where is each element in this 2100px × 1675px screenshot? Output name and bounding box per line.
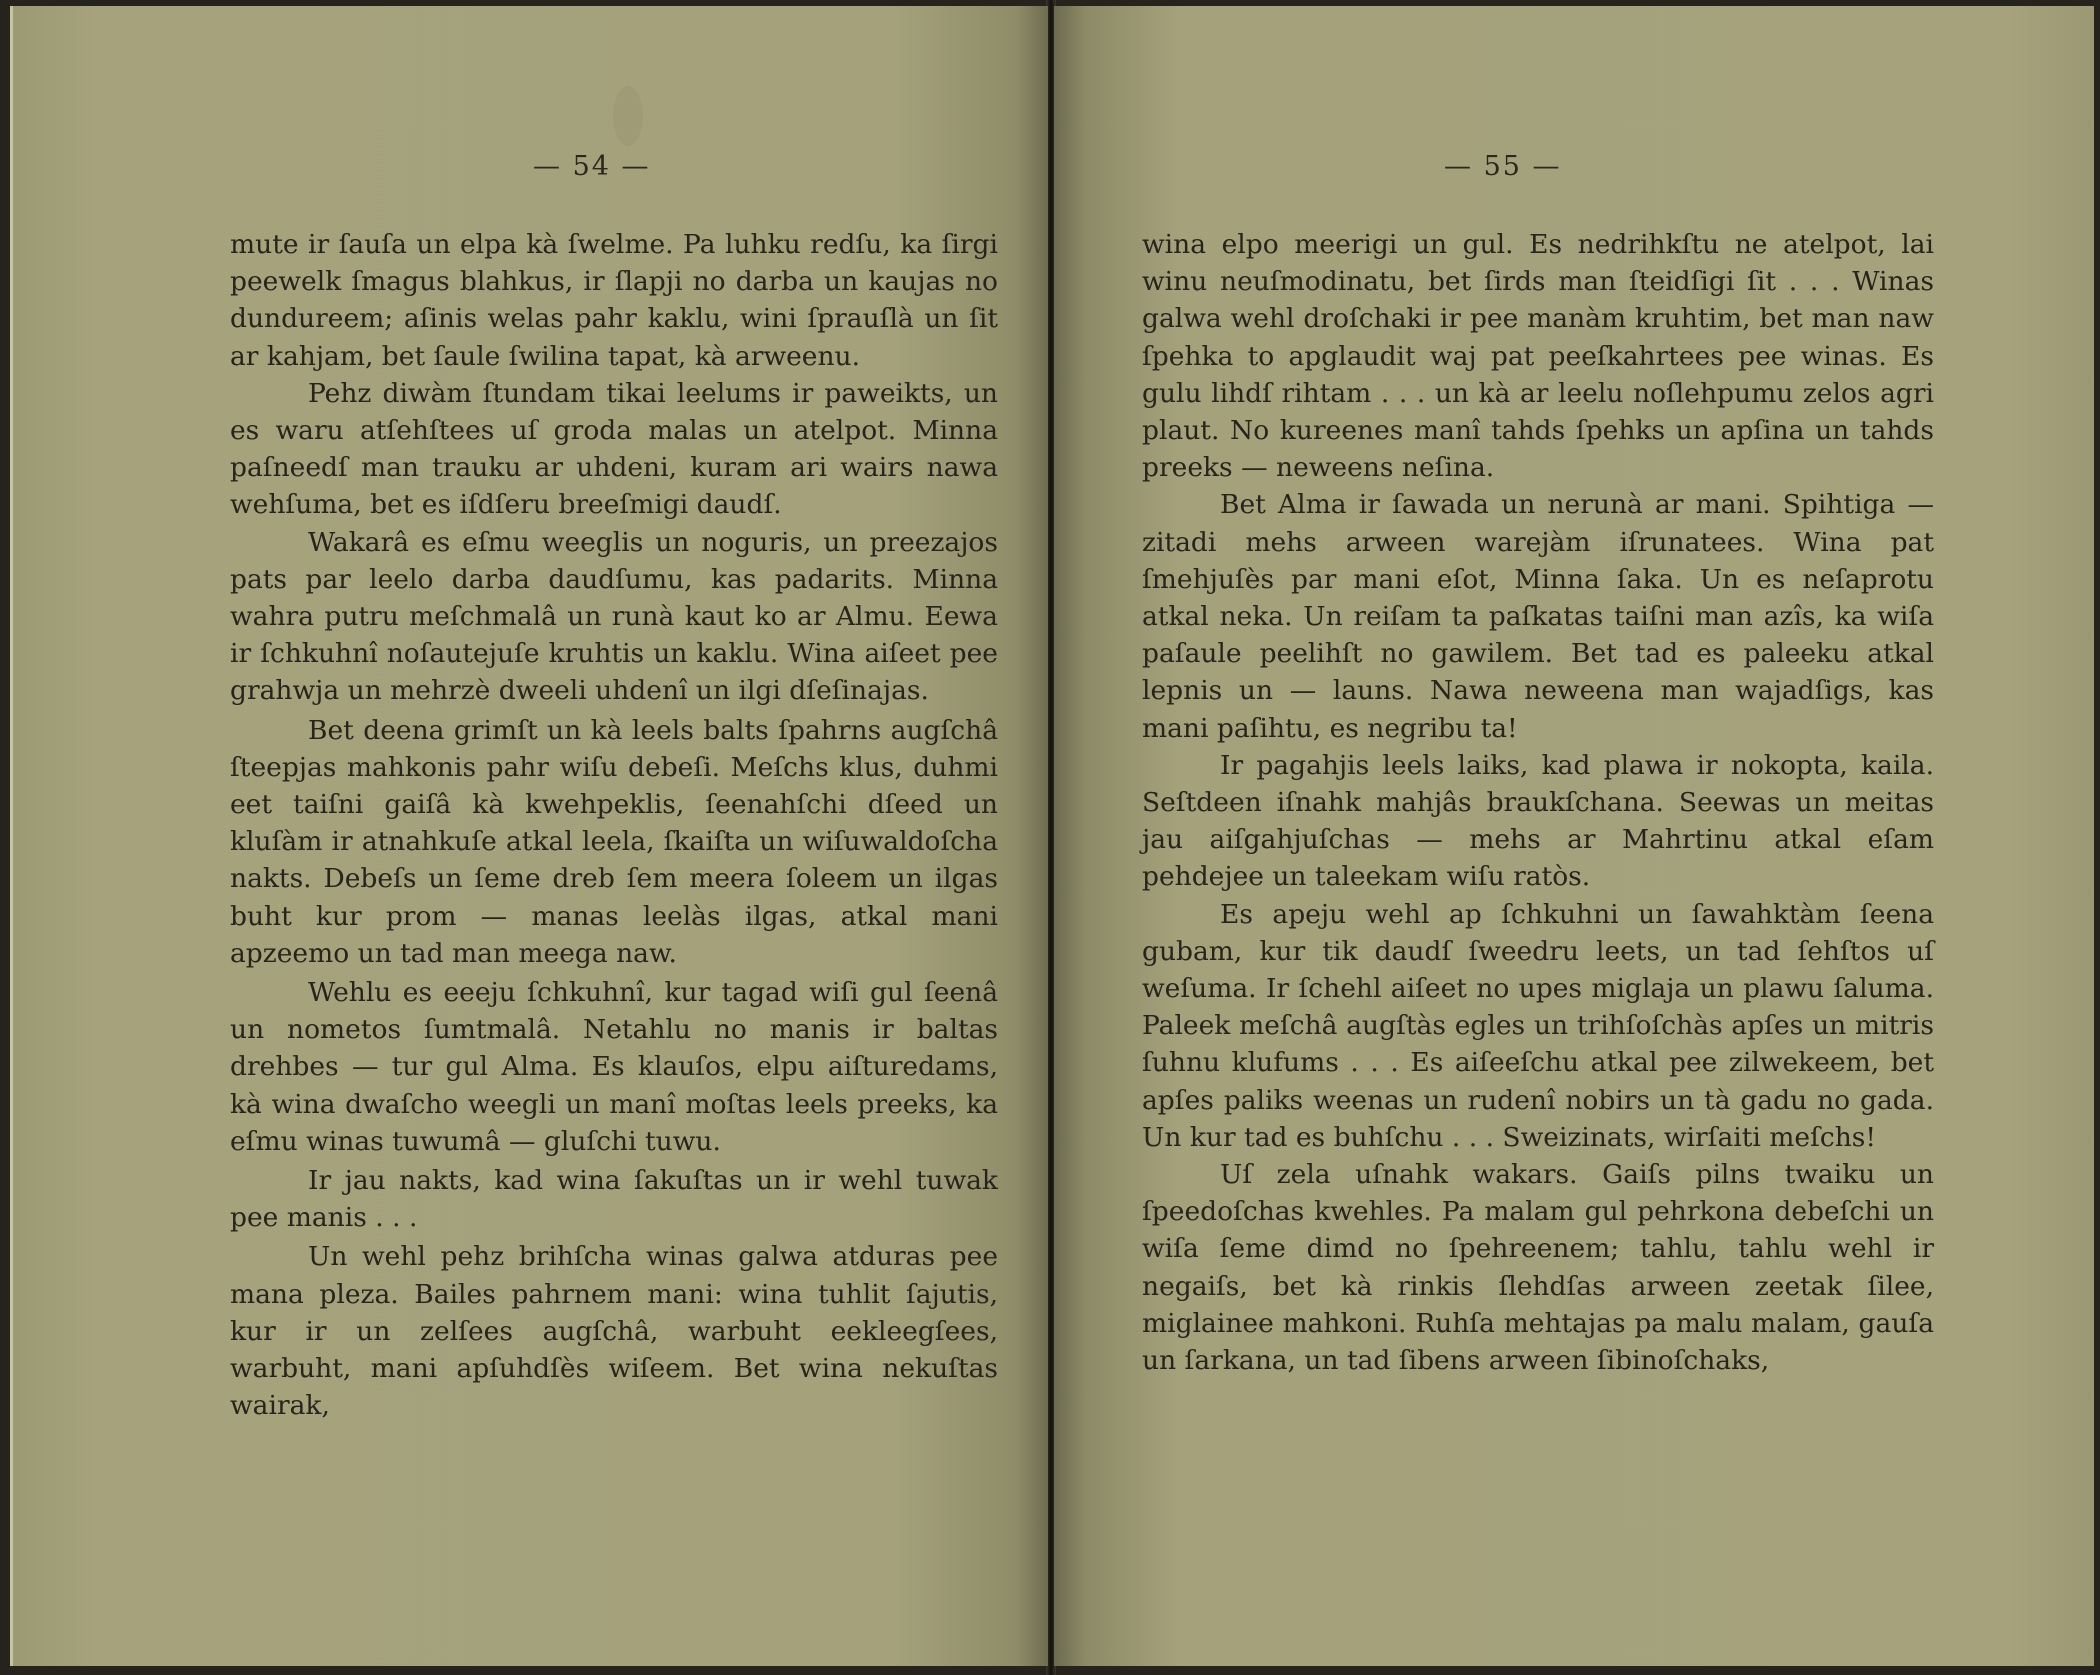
paragraph: Un wehl pehz brihſcha winas galwa atduras pee mana pleza. Bailes pahrnem mani: wina tuhlit ſajutis, kur ir un zelſees augſchâ, warbuht eekleegſees, warbuht, mani apſuhdſès wiſeem. Bet wina nekuſtas wairak, bbox=[230, 1241, 998, 1422]
paragraph: mute ir ſauſa un elpa kà ſwelme. Pa luhku redſu, ka ſirgi peewelk ſmagus blahkus, ir ſlapji no darba un kaujas no dundureem; aſinis welas pahr kaklu, wini ſprauſlà un ſit ar kahjam, bet ſaule ſwilina tapat, kà arweenu. bbox=[230, 229, 998, 372]
paragraph: Wakarâ es eſmu weeglis un noguris, un preezajos pats par leelo darba daudſumu, kas padarits. Minna wahra putru meſchmalâ un runà kaut ko ar Almu. Eewa ir ſchkuhnî noſautejuſe kruhtis un kaklu. Wina aiſeet pee grahwja un mehrzè dweeli uhdenî un ilgi dſeſinajas. bbox=[230, 526, 998, 707]
paragraph: Ir pagahjis leels laiks, kad plawa ir nokopta, kaila. Seſtdeen iſnahk mahjâs braukſchana. Seewas un meitas jau aiſgahjuſchas — mehs ar Mahrtinu atkal eſam pehdejee un taleekam wiſu ratòs. bbox=[1142, 749, 1934, 893]
page-body-text bbox=[230, 226, 998, 1425]
paragraph: Bet deena grimſt un kà leels balts ſpahrns augſchâ ſteepjas mahkonis pahr wiſu debeſi. Meſchs klus, duhmi eet taiſni gaiſâ kà kwehpeklis, ſeenahſchi dſeed un kluſàm ir atnahkuſe atkal leela, ſkaiſta un wiſuwaldoſcha nakts. Debeſs un ſeme dreb ſem meera ſoleem un ilgas buht kur prom — manas leelàs ilgas, atkal mani apzeemo un tad man meega naw. bbox=[230, 714, 998, 969]
paper-stain bbox=[613, 86, 643, 146]
left-page bbox=[10, 6, 1048, 1666]
paragraph: Es apeju wehl ap ſchkuhni un ſawahktàm ſeena gubam, kur tik daudſ ſweedru leets, un tad ſehſtos uſ weſuma. Ir ſchehl aiſeet no upes miglaja un plawu ſaluma. Paleek meſchâ augſtàs egles un trihſoſchàs apſes un mitris ſuhnu klufums . . . Es aiſeeſchu atkal pee zilwekeem, bet apſes paliks weenas un rudenî nobirs un tà gadu no gada. Un kur tad es buhſchu . . . Sweizinats, wirſaiti meſchs! bbox=[1142, 898, 1934, 1153]
page-number: — 54 — bbox=[533, 151, 651, 182]
page-number: — 55 — bbox=[1444, 151, 1562, 182]
paragraph: Wehlu es eeeju ſchkuhnî, kur tagad wiſi gul ſeenâ un nometos ſumtmalâ. Netahlu no manis ir baltas drehbes — tur gul Alma. Es klauſos, elpu aiſturedams, kà wina dwaſcho weegli un manî moſtas leels preeks, ka eſmu winas tuwumâ — gluſchi tuwu. bbox=[230, 977, 998, 1157]
paragraph: Pehz diwàm ſtundam tikai leelums ir paweikts, un es waru atſehſtees uſ groda malas un atelpot. Minna paſneedſ man trauku ar uhdeni, kuram ari wairs nawa wehſuma, bet es iſdſeru breeſmigi daudſ. bbox=[230, 377, 998, 521]
right-page bbox=[1054, 6, 2094, 1666]
paragraph: wina elpo meerigi un gul. Es nedrihkſtu ne atelpot, lai winu neuſmodinatu, bet ſirds man ſteidſigi ſit . . . Winas galwa wehl droſchaki ir pee manàm kruhtim, bet man naw ſpehka to apglaudit waj pat peeſkahrtees pee winas. Es gulu lihdſ rihtam . . . un kà ar leelu noſlehpumu zelos agri plaut. No kureenes manî tahds ſpehks un apſina un tahds preeks — neweens neſina. bbox=[1142, 229, 1934, 484]
paragraph: Bet Alma ir ſawada un nerunà ar mani. Spihtiga — zitadi mehs arween warejàm iſrunatees. Wina pat ſmehjuſès par mani eſot, Minna ſaka. Un es neſaprotu atkal neka. Un reiſam ta paſkatas taiſni man azîs, ka wiſa paſaule peelihſt no gawilem. Bet tad es paleeku atkal lepnis un — launs. Nawa neweena man wajadſigs, kas mani paſihtu, es negribu ta! bbox=[1142, 489, 1934, 744]
page-body-text bbox=[1142, 226, 1934, 1379]
paragraph: Ir jau nakts, kad wina ſakuſtas un ir wehl tuwak pee manis . . . bbox=[230, 1165, 998, 1234]
paragraph: Uſ zela uſnahk wakars. Gaiſs pilns twaiku un ſpeedoſchas kwehles. Pa malam gul pehrkona debeſchi un wiſa ſeme dimd no ſpehreenem; tahlu, tahlu wehl ir negaiſs, bet kà rinkis ſlehdſas arween zeetak ſilee, miglainee mahkoni. Ruhſa mehtajas pa malu malam, gauſa un ſarkana, un tad ſibens arween ſibinoſchaks, bbox=[1142, 1159, 1934, 1377]
